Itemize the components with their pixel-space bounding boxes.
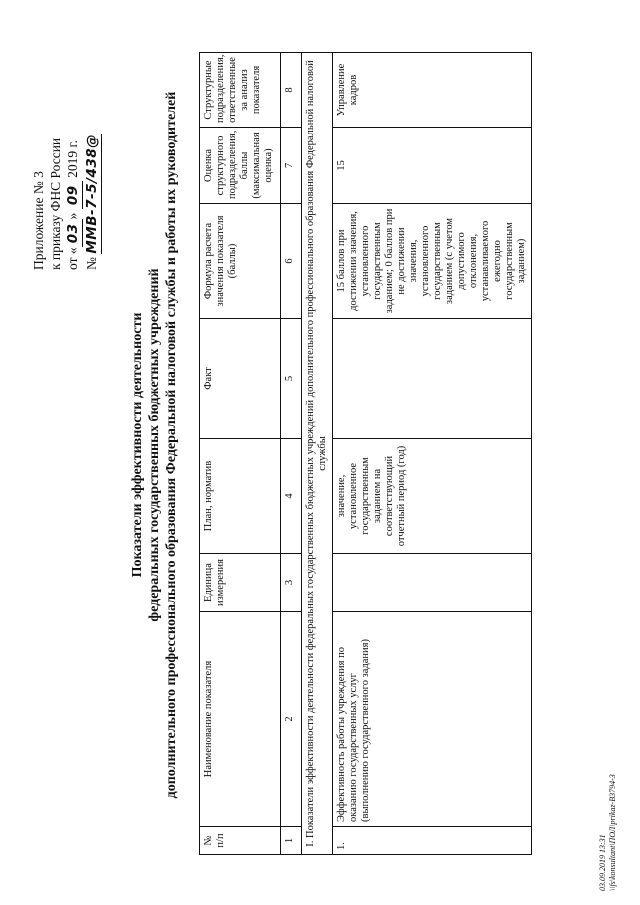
column-number: 4	[281, 439, 302, 554]
footer-timestamp: 03.09.2019 13:31	[598, 834, 607, 891]
document-title-line2: федеральных государственных бюджетных учреждений	[147, 268, 162, 622]
date-year: 2019 г.	[65, 140, 80, 178]
indicator-name: Эффективность работы учреждения по оказанию государственных услуг (выполнению государственного задания)	[333, 612, 532, 827]
column-number: 1	[281, 827, 302, 855]
table-header-row	[200, 53, 281, 855]
indicator-unit	[333, 554, 532, 612]
indicator-formula: 15 баллов при достижении значения, установленного государственным заданием; 0 баллов при не достижении значения, установленного государственным заданием (с учетом допустимого отклонения, устанавливаемого ежегодно государственным заданием)	[333, 204, 532, 319]
footer-path: \\fs\konsultant\ПОЛ\prikaz-В3794-3	[608, 774, 617, 891]
section-row	[302, 53, 333, 855]
document-title-line1: Показатели эффективности деятельности	[130, 312, 145, 578]
indicator-score: 15	[333, 128, 532, 204]
indicators-table	[199, 52, 532, 855]
table-row	[333, 53, 532, 855]
header-score: Оценка структурного подразделения, баллы (максимальная оценка)	[200, 128, 281, 204]
document-title-line3: дополнительного профессионального образования Федеральной налоговой службы и работы их руководителей	[164, 91, 179, 799]
column-number: 5	[281, 319, 302, 439]
header-name: Наименование показателя	[200, 612, 281, 827]
indicator-department: Управление кадров	[333, 53, 532, 128]
section-title: I. Показатели эффективности деятельности федеральных государственных бюджетных учреждений дополнительного профессионального образования Федеральной налоговой службы	[302, 53, 333, 855]
row-number: 1.	[333, 827, 532, 855]
column-number: 7	[281, 128, 302, 204]
header-number: № п/п	[200, 827, 281, 855]
appendix-number: № ММВ-7-5/438@	[84, 133, 100, 270]
appendix-order: к приказу ФНС России	[48, 137, 63, 270]
header-formula: Формула расчета значения показателя (баллы)	[200, 204, 281, 319]
header-fact: Факт	[200, 319, 281, 439]
appendix-block	[30, 20, 102, 270]
date-month: 09	[65, 181, 83, 209]
column-number: 2	[281, 612, 302, 827]
header-plan: План, норматив	[200, 439, 281, 554]
footer-stamp	[598, 774, 618, 891]
column-number: 6	[281, 204, 302, 319]
indicator-plan: значение, установленное государственным заданием на соответствующий отчетный период (год)	[333, 439, 532, 554]
column-number-row	[281, 53, 302, 855]
indicator-fact	[333, 319, 532, 439]
column-number: 3	[281, 554, 302, 612]
header-unit: Единица измерения	[200, 554, 281, 612]
appendix-date: от «03» 09 2019 г.	[65, 140, 81, 270]
date-day: 03	[65, 219, 83, 247]
header-department: Структурные подразделения, ответственные за анализ показателя	[200, 53, 281, 128]
order-number: ММВ-7-5/438@	[84, 133, 100, 254]
appendix-title: Приложение № 3	[31, 171, 46, 270]
column-number: 8	[281, 53, 302, 128]
